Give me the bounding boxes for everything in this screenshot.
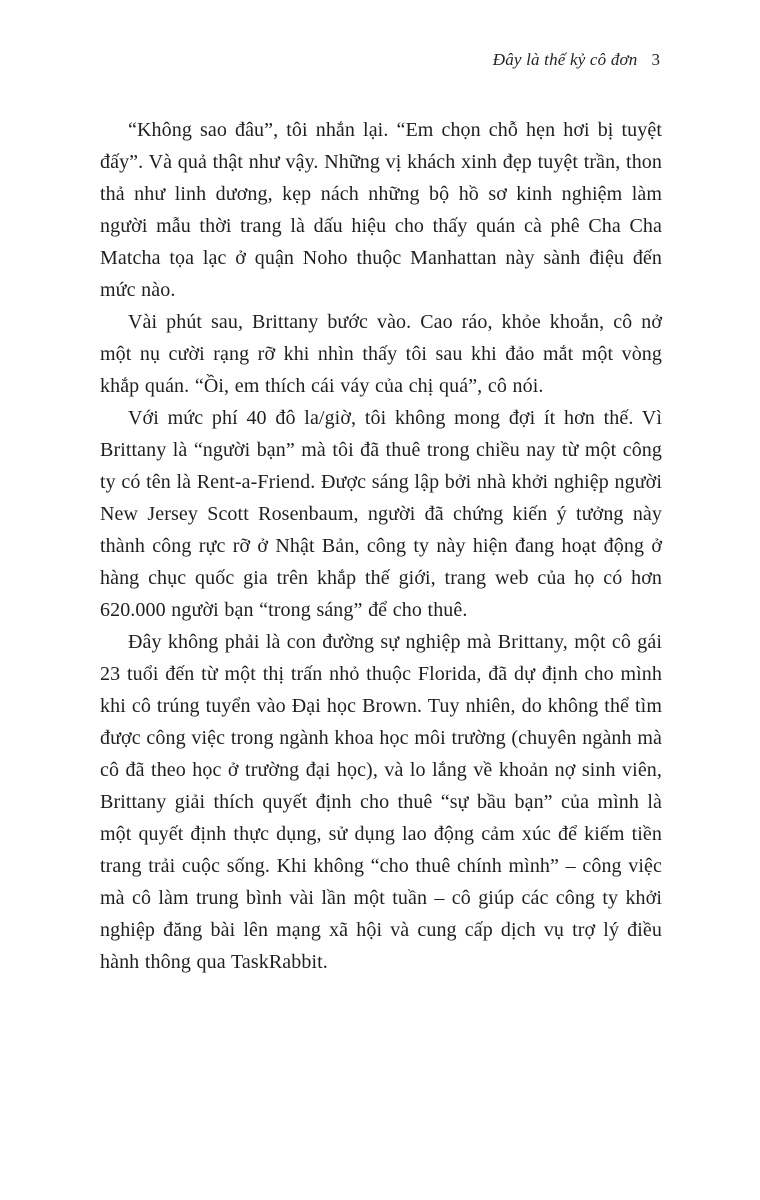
- running-header: [100, 50, 662, 70]
- paragraph: Đây không phải là con đường sự nghiệp mà Brittany, một cô gái 23 tuổi đến từ một thị trấn nhỏ thuộc Florida, đã dự định cho mình khi cô trúng tuyển vào Đại học Brown. Tuy nhiên, do không thể tìm được công việc trong ngành khoa học môi trường (chuyên ngành mà cô đã theo học ở trường đại học), và lo lắng về khoản nợ sinh viên, Brittany giải thích quyết định cho thuê “sự bầu bạn” của mình là một quyết định thực dụng, sử dụng lao động cảm xúc để kiếm tiền trang trải cuộc sống. Khi không “cho thuê chính mình” – công việc mà cô làm trung bình vài lần một tuần – cô giúp các công ty khởi nghiệp đăng bài lên mạng xã hội và cung cấp dịch vụ trợ lý điều hành thông qua TaskRabbit.: [100, 631, 662, 974]
- paragraph: Với mức phí 40 đô la/giờ, tôi không mong đợi ít hơn thế. Vì Brittany là “người bạn” mà tôi đã thuê trong chiều nay từ một công ty có tên là Rent-a-Friend. Được sáng lập bởi nhà khởi nghiệp người New Jersey Scott Rosenbaum, người đã chứng kiến ý tưởng này thành công rực rỡ ở Nhật Bản, công ty này hiện đang hoạt động ở hàng chục quốc gia trên khắp thế giới, trang web của họ có hơn 620.000 người bạn “trong sáng” để cho thuê.: [100, 407, 662, 622]
- paragraph: Vài phút sau, Brittany bước vào. Cao ráo, khỏe khoắn, cô nở một nụ cười rạng rỡ khi nhìn thấy tôi sau khi đảo mắt một vòng khắp quán. “Ồi, em thích cái váy của chị quá”, cô nói.: [100, 311, 662, 398]
- page-number: 3: [651, 50, 660, 69]
- page-body: [100, 114, 662, 978]
- running-title: Đây là thế kỷ cô đơn: [492, 50, 638, 69]
- paragraph: “Không sao đâu”, tôi nhắn lại. “Em chọn chỗ hẹn hơi bị tuyệt đấy”. Và quả thật như vậy. Những vị khách xinh đẹp tuyệt trần, thon thả như linh dương, kẹp nách những bộ hồ sơ kinh nghiệm làm người mẫu thời trang là dấu hiệu cho thấy quán cà phê Cha Cha Matcha tọa lạc ở quận Noho thuộc Manhattan này sành điệu đến mức nào.: [100, 119, 662, 302]
